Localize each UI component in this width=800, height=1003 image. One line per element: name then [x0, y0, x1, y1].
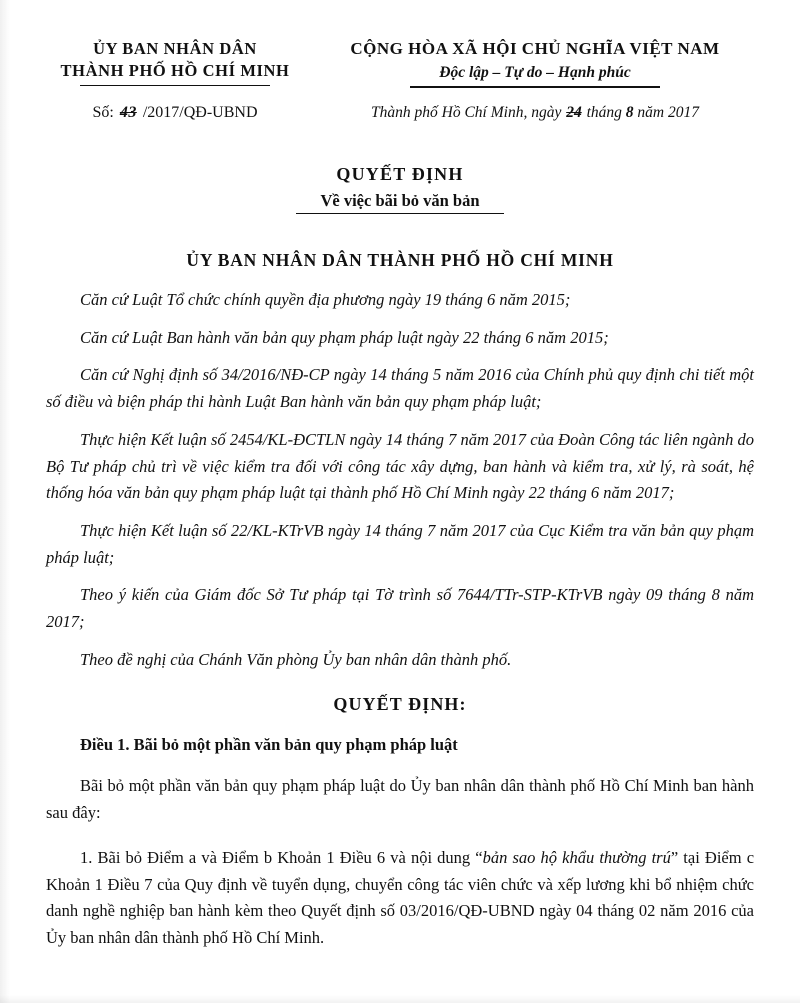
article-1-intro: Bãi bỏ một phần văn bản quy phạm pháp luật do Ủy ban nhân dân thành phố Hồ Chí Minh ban hành sau đây:: [46, 776, 754, 823]
year-label: năm: [637, 103, 665, 121]
legal-basis-1: Căn cứ Luật Tổ chức chính quyền địa phương ngày 19 tháng 6 năm 2015;: [80, 289, 571, 309]
legal-basis-6: Theo ý kiến của Giám đốc Sở Tư pháp tại Tờ trình số 7644/TTr-STP-KTrVB ngày 09 tháng 8 năm 2017;: [46, 585, 754, 632]
nation-line-2-text: Độc lập – Tự do – Hạnh phúc: [439, 63, 631, 81]
number-suffix: /2017/QĐ-UBND: [142, 103, 258, 121]
issuing-authority: ỦY BAN NHÂN DÂN THÀNH PHỐ HỒ CHÍ MINH: [186, 249, 614, 270]
article-1-item-1: [46, 845, 754, 952]
document-number: [40, 104, 310, 122]
legal-basis-5: Thực hiện Kết luận số 22/KL-KTrVB ngày 14 tháng 7 năm 2017 của Cục Kiểm tra văn bản quy phạm pháp luật;: [46, 521, 754, 567]
document-subtitle-wrap: [296, 191, 504, 214]
legal-basis-4: Thực hiện Kết luận số 2454/KL-ĐCTLN ngày 14 tháng 7 năm 2017 của Đoàn Công tác liên ngành do Bộ Tư pháp chủ trì về việc kiểm tra đối với công tác xây dựng, ban hành và kiểm tra, xử lý, rà soát, hệ thống hóa văn bản quy phạm pháp luật tại thành phố Hồ Chí Minh ngày 22 tháng 6 năm 2017;: [46, 429, 754, 503]
legal-basis-3: Căn cứ Nghị định số 34/2016/NĐ-CP ngày 14 tháng 5 năm 2016 của Chính phủ quy định chi tiết một số điều và biện pháp thi hành Luật Ban hành văn bản quy phạm pháp luật;: [46, 365, 754, 412]
item-1-quoted-phrase: bản sao hộ khẩu thường trú: [482, 847, 671, 867]
day-value: 24: [566, 103, 582, 121]
document-place-date: [310, 104, 760, 122]
issuer-underline: [80, 85, 270, 86]
decide-keyword: QUYẾT ĐỊNH:: [333, 693, 467, 714]
month-value: 8: [625, 103, 634, 121]
nation-block: [310, 30, 760, 88]
item-1-text-after-quote: ” tại Điểm c Khoản 1 Điều 7 của Quy định về tuyển dụng, chuyển công tác viên chức và xếp lương khi bổ nhiệm chức danh nghề nghiệp ban hành kèm theo Quyết định số 03/2016/QĐ-UBND ngày 04 tháng 02 năm 2016 của Ủy ban nhân dân thành phố Hồ Chí Minh.: [46, 847, 755, 947]
subtitle-underline: [296, 213, 504, 214]
article-1-heading: Điều 1. Bãi bỏ một phần văn bản quy phạm pháp luật: [80, 734, 458, 754]
month-label: tháng: [586, 103, 622, 121]
number-label: Số:: [92, 103, 114, 121]
title-block: [0, 164, 800, 214]
issuer-block: [40, 30, 310, 86]
item-1-text-before-quote: 1. Bãi bỏ Điểm a và Điểm b Khoản 1 Điều 6 và nội dung “: [80, 847, 483, 867]
year-value: 2017: [667, 103, 699, 121]
document-meta-row: [0, 88, 800, 122]
document-body: [0, 250, 800, 952]
scan-edge-bottom: [0, 995, 800, 1003]
number-handwritten-value: 43: [119, 103, 137, 121]
place-date-prefix: Thành phố Hồ Chí Minh, ngày: [371, 103, 562, 121]
legal-basis-2: Căn cứ Luật Ban hành văn bản quy phạm pháp luật ngày 22 tháng 6 năm 2015;: [80, 327, 609, 347]
issuer-line-2-text: THÀNH PHỐ HỒ CHÍ MINH: [60, 61, 290, 81]
legal-basis-7: Theo đề nghị của Chánh Văn phòng Ủy ban nhân dân thành phố.: [80, 649, 512, 669]
document-title: QUYẾT ĐỊNH: [336, 163, 464, 184]
document-subtitle: Về việc bãi bỏ văn bản: [320, 190, 480, 210]
document-header: [0, 0, 800, 88]
issuer-line-2: [61, 60, 290, 86]
nation-line-1: CỘNG HÒA XÃ HỘI CHỦ NGHĨA VIỆT NAM: [350, 39, 720, 58]
nation-line-2: [410, 61, 660, 88]
issuer-line-1: ỦY BAN NHÂN DÂN: [93, 39, 257, 58]
nation-underline: [410, 86, 660, 87]
